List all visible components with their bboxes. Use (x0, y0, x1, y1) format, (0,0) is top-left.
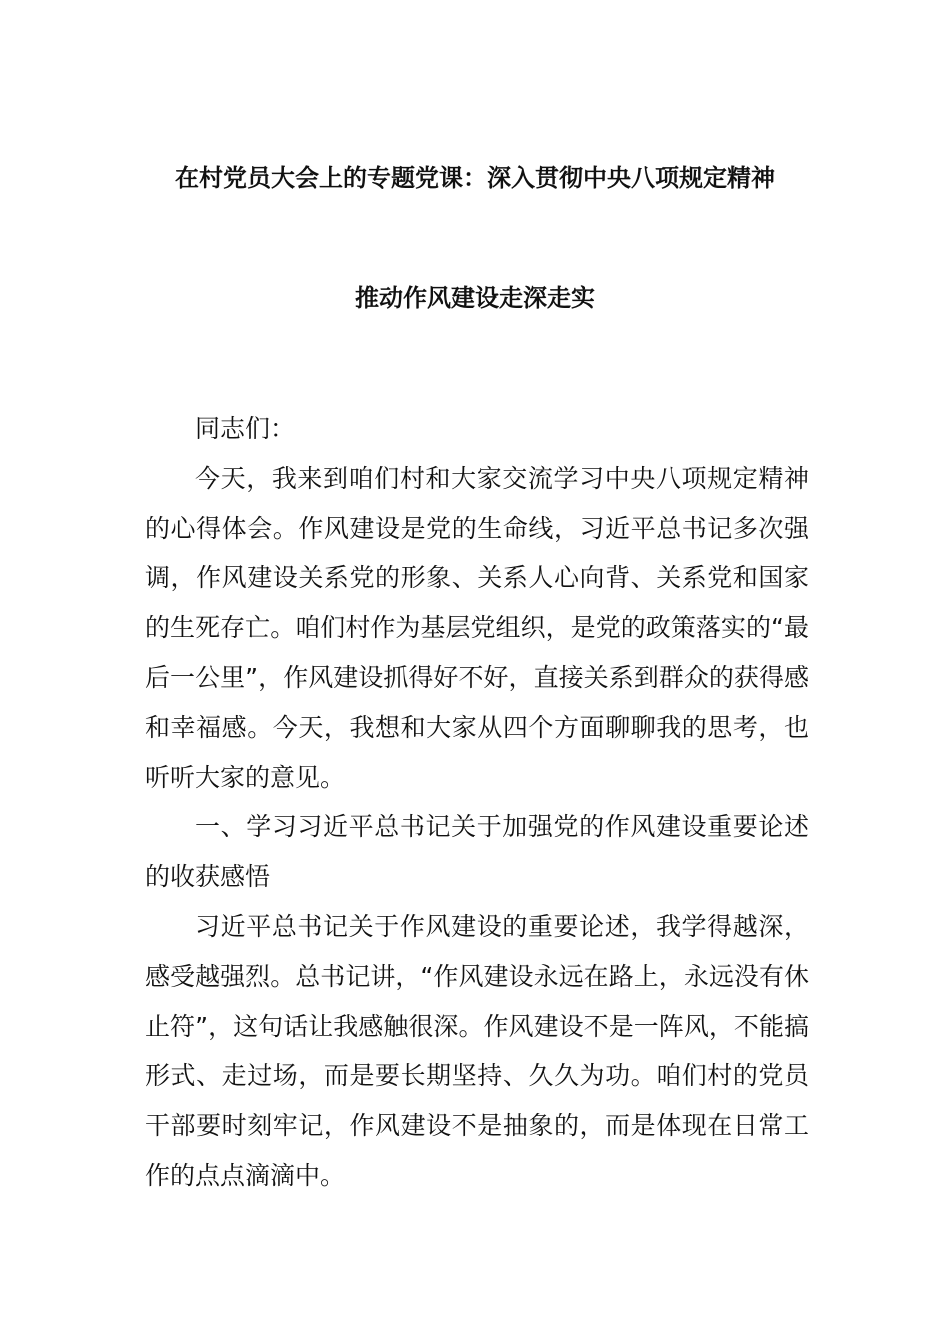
salutation: 同志们： (195, 414, 296, 443)
paragraph-section-1: 习近平总书记关于作风建设的重要论述，我学得越深，感受越强烈。总书记讲，“作风建设永远在路上，永远没有休止符”，这句话让我感触很深。作风建设不是一阵风，不能搞形式、走过场，而是要长期坚持、久久为功。咱们村的党员干部要时刻牢记，作风建设不是抽象的，而是体现在日常工作的点点滴滴中。 (145, 911, 809, 1190)
document-title-line-2: 推动作风建设走深走实 (355, 284, 595, 312)
section-heading-1: 一、学习习近平总书记关于加强党的作风建设重要论述的收获感悟 (145, 812, 809, 892)
document-body (145, 404, 809, 1201)
paragraph-intro: 今天，我来到咱们村和大家交流学习中央八项规定精神的心得体会。作风建设是党的生命线，习近平总书记多次强调，作风建设关系党的形象、关系人心向背、关系党和国家的生死存亡。咱们村作为基层党组织，是党的政策落实的“最后一公里”，作风建设抓得好不好，直接关系到群众的获得感和幸福感。今天，我想和大家从四个方面聊聊我的思考，也听听大家的意见。 (145, 463, 809, 792)
document-title-line-1: 在村党员大会上的专题党课：深入贯彻中央八项规定精神 (175, 164, 775, 192)
